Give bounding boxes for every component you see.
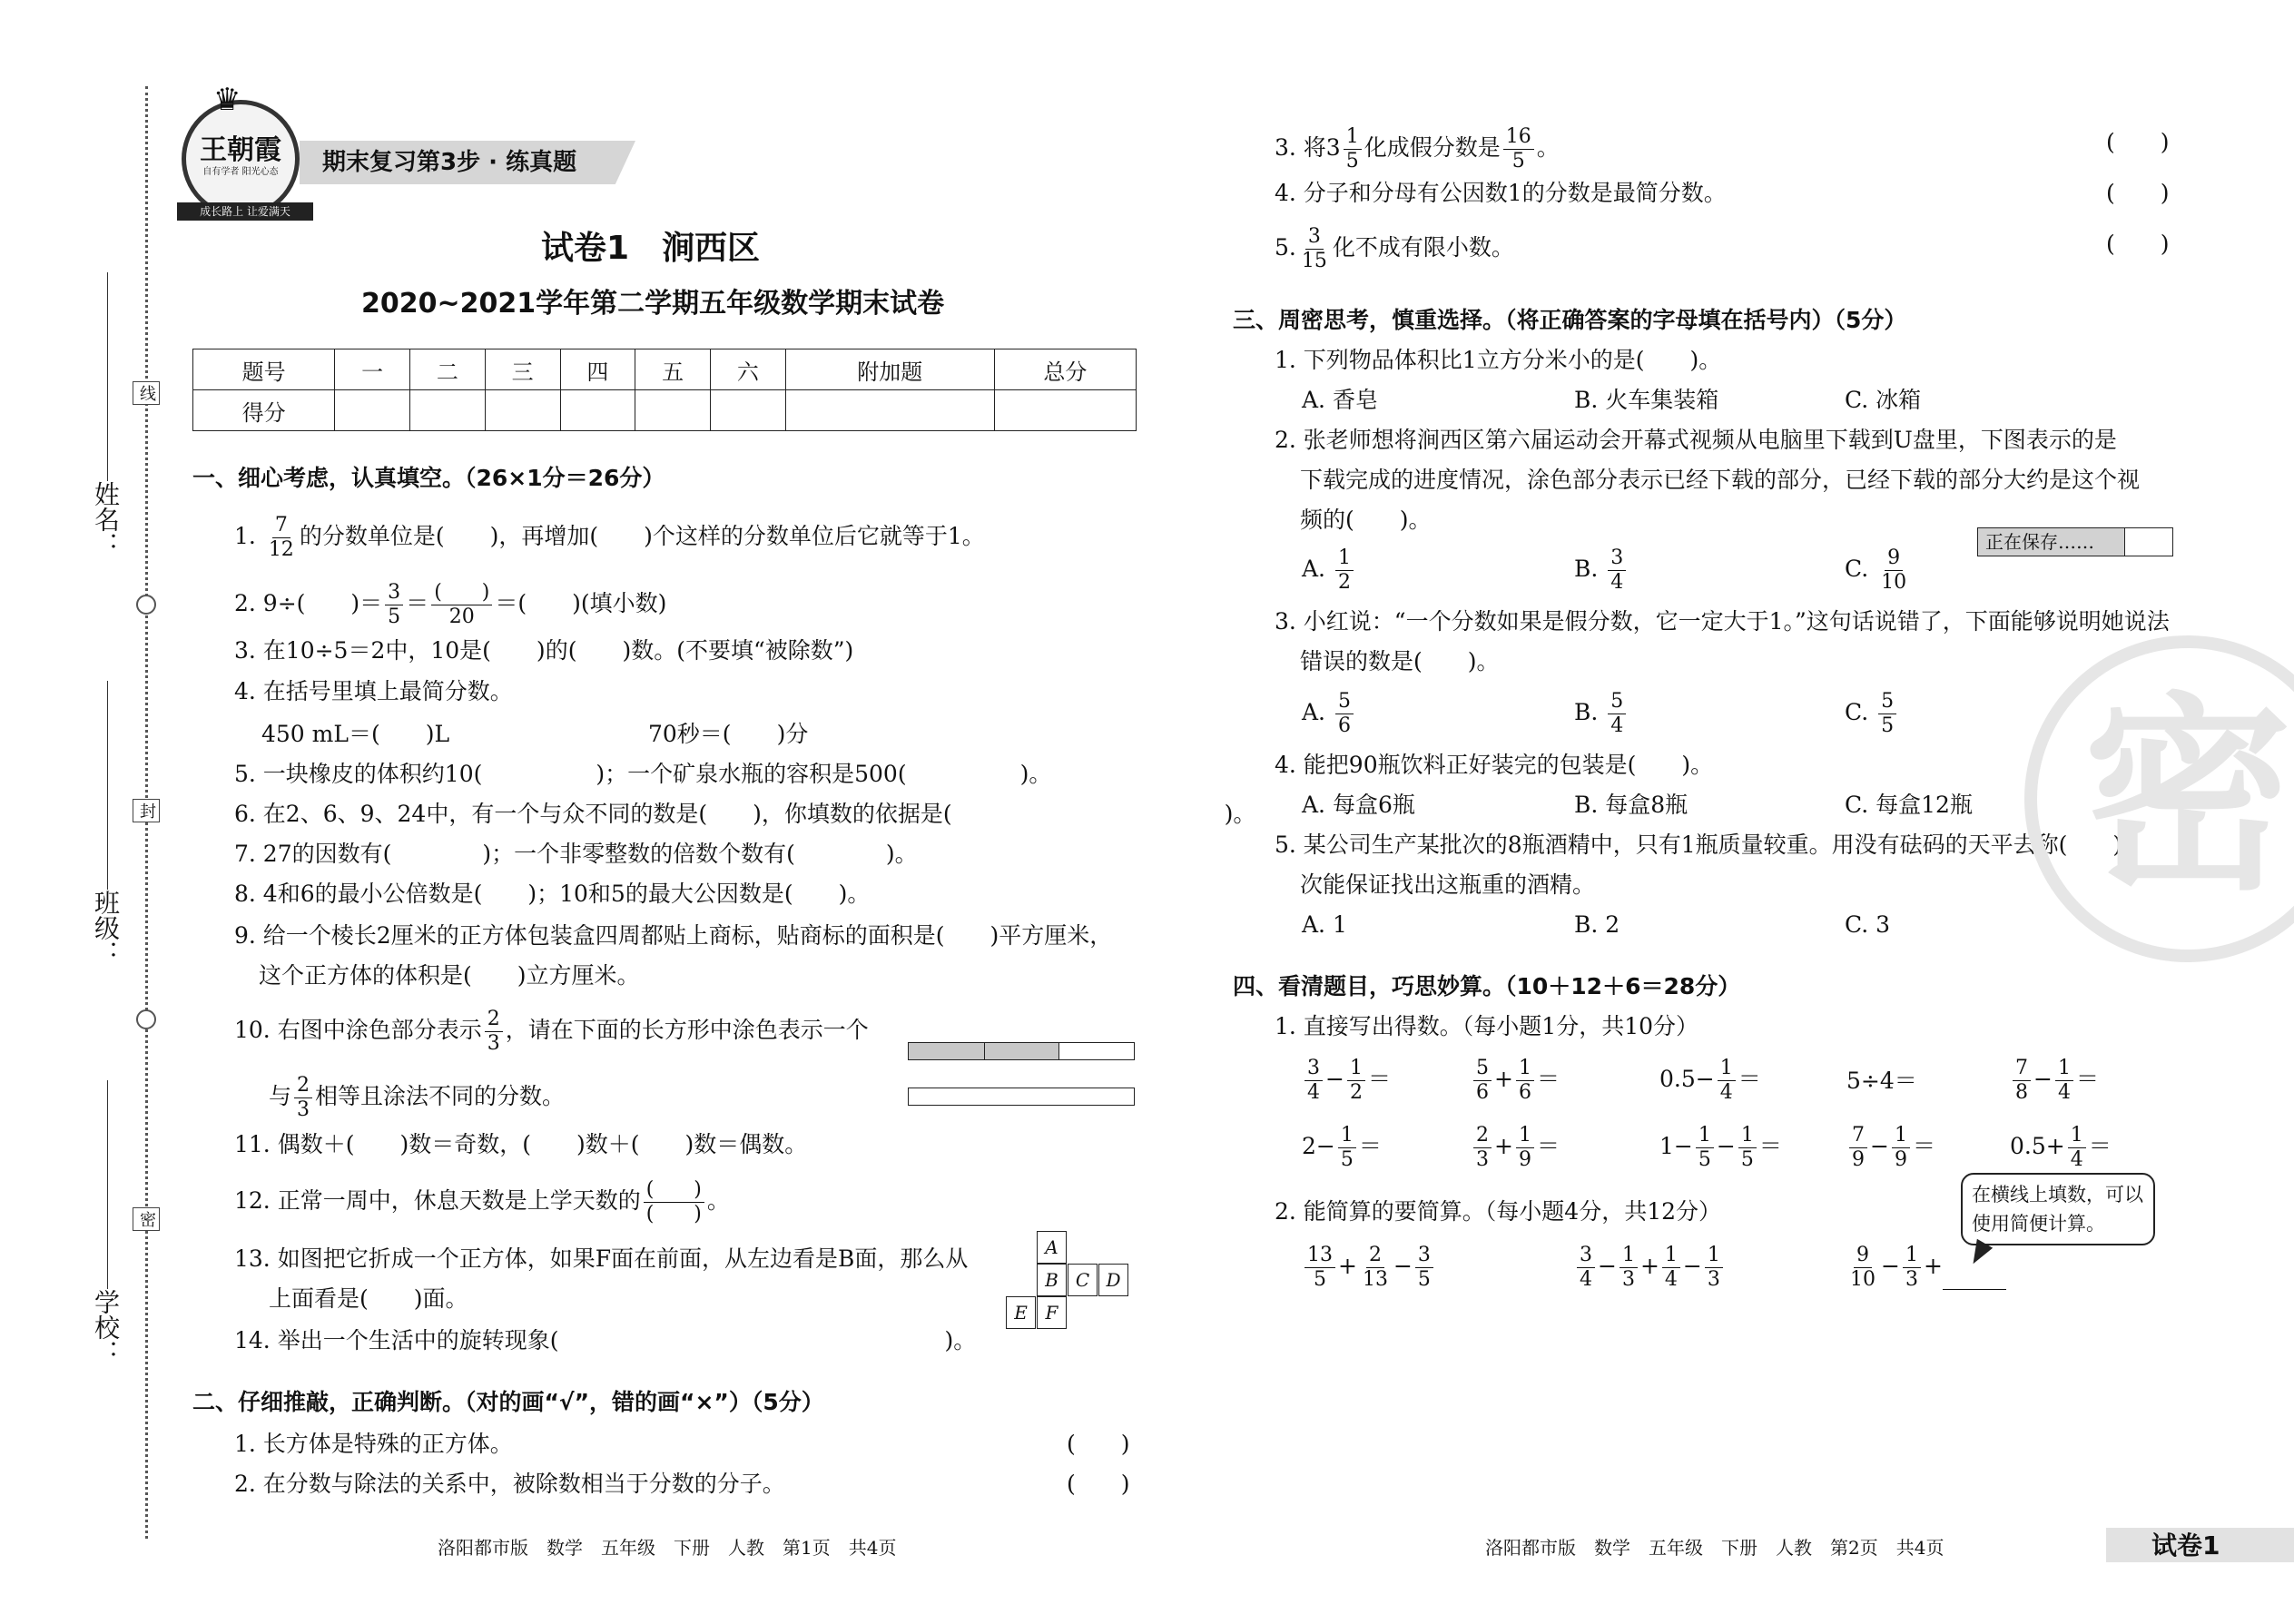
s3-q4-option-c: C. 每盒12瓶	[1845, 792, 1973, 818]
fraction: $\frac{3}{5}$	[385, 583, 403, 627]
fraction: $\frac{3}{15}$	[1301, 225, 1327, 272]
s3-q1-option-b: B. 火车集装箱	[1574, 387, 1719, 413]
s3-q2-option-b: B. $\frac{3}{4}$	[1574, 548, 1629, 593]
score-header-cell: 题号	[193, 349, 335, 390]
fraction: $\frac{5}{6}$	[1335, 692, 1354, 736]
footer-right: 洛阳都市版 数学 五年级 下册 人教 第2页 共4页	[1485, 1537, 1944, 1559]
s1-q13b: 上面看是( )面。	[269, 1285, 468, 1312]
net-face-c: C	[1068, 1264, 1098, 1296]
s1-q7: 7. 27的因数有( )；一个非零整数的倍数个数有( )。	[234, 841, 918, 867]
s3-q2c: 频的( )。	[1300, 507, 1432, 533]
s1-q12: 12. 正常一周中，休息天数是上学天数的 $\frac{( )}{( )}$ 。	[234, 1178, 730, 1225]
s1-q10-cont: 与 $\frac{2}{3}$ 相等且涂法不同的分数。	[269, 1074, 566, 1121]
simplify-item: $\frac{13}{5}$ + $\frac{2}{13}$ − $\frac{3}{5}$	[1302, 1245, 1436, 1290]
score-cell[interactable]	[994, 390, 1136, 431]
s3-q5b: 次能保证找出这瓶重的酒精。	[1300, 871, 1596, 898]
paper-subtitle: 2020~2021学年第二学期五年级数学期末试卷	[361, 288, 945, 320]
calc-item: $\frac{7}{8}$ − $\frac{1}{4}$ ＝	[2010, 1058, 2099, 1103]
s1-q11: 11. 偶数＋( )数＝奇数，( )数＋( )数＝偶数。	[234, 1131, 808, 1157]
s3-q5-option-a: A. 1	[1302, 911, 1347, 938]
logo-motto: 自有学者	[202, 167, 240, 177]
s3-q5-option-c: C. 3	[1845, 911, 1891, 938]
score-header-cell: 一	[335, 349, 410, 390]
name-field-line[interactable]	[107, 272, 108, 481]
score-header-cell: 三	[485, 349, 560, 390]
fraction: $\frac{( )}{20}$	[431, 583, 492, 627]
net-face-d: D	[1098, 1264, 1128, 1296]
fraction: $\frac{9}{10}$	[1881, 546, 1907, 594]
s1-q5: 5. 一块橡皮的体积约10( )；一个矿泉水瓶的容积是500( )。	[234, 761, 1052, 787]
binding-dot-icon	[136, 595, 156, 615]
score-cell[interactable]	[560, 390, 635, 431]
s2-q5: 5. $\frac{3}{15}$ 化不成有限小数。	[1275, 225, 1514, 272]
s2-q2: 2. 在分数与除法的关系中，被除数相当于分数的分子。	[234, 1471, 785, 1497]
s1-q4: 4. 在括号里填上最简分数。	[234, 678, 513, 704]
blank-bar-to-shade[interactable]	[908, 1088, 1135, 1106]
answer-paren[interactable]: ( )	[2106, 129, 2170, 155]
fraction: $\frac{7}{12}$	[268, 514, 294, 561]
seal-seal-char: 封	[133, 799, 160, 822]
school-field-line[interactable]	[107, 1080, 108, 1289]
score-table	[192, 349, 1137, 431]
s1-q2: 2. 9÷( )＝ $\frac{3}{5}$ ＝ $\frac{( )}{20}$ ＝( )(填小数)	[234, 581, 667, 628]
s1-q14: 14. 举出一个生活中的旋转现象( )。	[234, 1327, 977, 1353]
download-progress-label: 正在保存……	[1985, 531, 2094, 553]
s3-q5-option-b: B. 2	[1574, 911, 1620, 938]
net-face-e: E	[1006, 1296, 1036, 1329]
section-2-heading: 二、仔细推敲，正确判断。（对的画“√”，错的画“×”）（5分）	[192, 1389, 824, 1415]
score-row-label: 得分	[193, 390, 335, 431]
series-label: 期末复习第3步 · 练真题	[322, 149, 577, 176]
section-1-heading: 一、细心考虑，认真填空。（26×1分＝26分）	[192, 465, 665, 491]
seal-secret-char: 密	[133, 1207, 160, 1231]
s1-q8: 8. 4和6的最小公倍数是( )；10和5的最大公因数是( )。	[234, 881, 871, 907]
s3-q3b: 错误的数是( )。	[1300, 648, 1500, 674]
calc-item: 2− $\frac{1}{5}$ ＝	[1302, 1124, 1382, 1171]
calc-item: $\frac{3}{4}$ − $\frac{1}{2}$ ＝	[1302, 1058, 1391, 1103]
s2-q4: 4. 分子和分母有公因数1的分数是最简分数。	[1275, 180, 1727, 206]
calc-item: $\frac{2}{3}$ + $\frac{1}{9}$ ＝	[1471, 1126, 1560, 1170]
s3-q1: 1. 下列物品体积比1立方分米小的是( )。	[1275, 347, 1722, 373]
s1-q9a: 9. 给一个棱长2厘米的正方体包装盒四周都贴上商标，贴商标的面积是( )平方厘米，	[234, 922, 1113, 949]
download-progress-bar	[1977, 527, 2173, 556]
s3-q1-option-c: C. 冰箱	[1845, 387, 1922, 413]
answer-paren[interactable]: ( )	[2106, 180, 2170, 206]
fraction: $\frac{1}{5}$	[1344, 127, 1362, 172]
s1-q9b: 这个正方体的体积是( )立方厘米。	[259, 962, 640, 989]
fraction: $\frac{5}{5}$	[1878, 692, 1896, 736]
s3-q3a: 3. 小红说：“一个分数如果是假分数，它一定大于1。”这句话说错了，下面能够说明她说法	[1275, 608, 2170, 635]
school-label: 学校：	[91, 1289, 121, 1365]
s4-q2: 2. 能简算的要简算。（每小题4分，共12分）	[1275, 1198, 1722, 1225]
calc-item: 0.5− $\frac{1}{4}$ ＝	[1659, 1057, 1761, 1104]
score-header-cell: 四	[560, 349, 635, 390]
score-cell[interactable]	[785, 390, 994, 431]
brand-logo	[182, 82, 300, 218]
secret-watermark-seal	[2024, 635, 2294, 962]
s1-q6: 6. 在2、6、9、24中，有一个与众不同的数是( )，你填数的依据是( )。	[234, 801, 1256, 827]
s3-q2-option-a: A. $\frac{1}{2}$	[1302, 548, 1356, 593]
s3-q4-option-a: A. 每盒6瓶	[1302, 792, 1415, 818]
footer-left: 洛阳都市版 数学 五年级 下册 人教 第1页 共4页	[438, 1537, 897, 1559]
calc-item: 5÷4＝	[1846, 1068, 1917, 1094]
answer-paren[interactable]: ( )	[1067, 1471, 1130, 1497]
s3-q1-option-a: A. 香皂	[1302, 387, 1378, 413]
score-header-cell: 六	[711, 349, 786, 390]
section-3-heading: 三、周密思考，慎重选择。（将正确答案的字母填在括号内）（5分）	[1233, 307, 1907, 333]
calc-item: 1− $\frac{1}{5}$ − $\frac{1}{5}$ ＝	[1659, 1124, 1782, 1171]
score-cell[interactable]	[335, 390, 410, 431]
fraction: $\frac{2}{3}$	[485, 1009, 503, 1054]
score-header-cell: 二	[410, 349, 486, 390]
class-field-line[interactable]	[107, 681, 108, 890]
answer-paren[interactable]: ( )	[2106, 231, 2170, 257]
seal-line-char: 线	[133, 381, 160, 405]
net-face-a: A	[1037, 1231, 1067, 1264]
net-face-b: B	[1037, 1264, 1067, 1296]
s1-q3: 3. 在10÷5＝2中，10是( )的( )数。(不要填“被除数”)	[234, 637, 854, 664]
fraction: $\frac{1}{2}$	[1335, 548, 1354, 593]
logo-crown-icon: ♛	[213, 82, 241, 118]
s3-q2a: 2. 张老师想将涧西区第六届运动会开幕式视频从电脑里下载到U盘里，下图表示的是	[1275, 427, 2117, 453]
calc-item: 0.5+ $\frac{1}{4}$ ＝	[2010, 1124, 2112, 1171]
watermark-char: 密	[2082, 676, 2292, 919]
s3-q2b: 下载完成的进度情况，涂色部分表示已经下载的部分，已经下载的部分大约是这个视	[1300, 467, 2141, 493]
score-cell[interactable]	[410, 390, 486, 431]
hint-bubble: 在横线上填数，可以使用简便计算。	[1961, 1173, 2155, 1245]
s3-q3-option-b: B. $\frac{5}{4}$	[1574, 692, 1629, 736]
s3-q3-option-c: C. $\frac{5}{5}$	[1845, 692, 1899, 736]
s1-q1: 1. $\frac{7}{12}$ 的分数单位是( )，再增加( )个这样的分数单位后它就等于1。	[234, 514, 985, 561]
fraction: $\frac{16}{5}$	[1503, 127, 1534, 172]
logo-ribbon: 成长路上 让爱满天	[177, 202, 313, 221]
calc-item: $\frac{7}{9}$ − $\frac{1}{9}$ ＝	[1846, 1126, 1935, 1170]
section-4-heading: 四、看清题目，巧思妙算。（10＋12＋6＝28分）	[1233, 973, 1741, 999]
binding-dot-icon	[136, 1009, 156, 1029]
s3-q2-option-c: C. $\frac{9}{10}$	[1845, 548, 1912, 593]
s1-q4a: 450 mL＝( )L	[261, 721, 450, 747]
simplify-item: $\frac{3}{4}$ − $\frac{1}{3}$ + $\frac{1}{4}$ − $\frac{1}{3}$	[1574, 1245, 1726, 1290]
answer-paren[interactable]: ( )	[1067, 1431, 1130, 1457]
s3-q4: 4. 能把90瓶饮料正好装完的包装是( )。	[1275, 752, 1714, 778]
net-face-f: F	[1037, 1296, 1067, 1329]
calc-item: $\frac{5}{6}$ + $\frac{1}{6}$ ＝	[1471, 1058, 1560, 1103]
name-label: 姓名：	[91, 481, 121, 557]
score-header-cell: 附加题	[785, 349, 994, 390]
score-header-cell: 五	[635, 349, 711, 390]
s1-q4b: 70秒＝( )分	[648, 721, 809, 747]
score-header-cell: 总分	[994, 349, 1136, 390]
s2-q1: 1. 长方体是特殊的正方体。	[234, 1431, 513, 1457]
score-cell[interactable]	[485, 390, 560, 431]
shaded-bar-example	[908, 1042, 1135, 1060]
fraction: $\frac{5}{4}$	[1608, 692, 1626, 736]
score-cell[interactable]	[711, 390, 786, 431]
s4-q1: 1. 直接写出得数。（每小题1分，共10分）	[1275, 1013, 1699, 1039]
logo-motto: 阳光心态	[241, 167, 279, 177]
simplify-item: $\frac{9}{10}$ − $\frac{1}{3}$ +	[1845, 1245, 2006, 1290]
fraction: $\frac{3}{4}$	[1608, 548, 1626, 593]
s3-q3-option-a: A. $\frac{5}{6}$	[1302, 692, 1356, 736]
paper-title: 试卷1 涧西区	[541, 230, 761, 267]
s1-q13a: 13. 如图把它折成一个正方体，如果F面在前面，从左边看是B面，那么从	[234, 1245, 969, 1272]
fraction: $\frac{2}{3}$	[294, 1076, 312, 1120]
logo-name: 王朝霞	[200, 134, 281, 166]
fill-blank-line[interactable]	[1943, 1265, 2006, 1290]
class-label: 班级：	[91, 890, 121, 966]
fraction: $\frac{( )}{( )}$	[644, 1180, 704, 1225]
s1-q10: 10. 右图中涂色部分表示 $\frac{2}{3}$ ，请在下面的长方形中涂色表示一个	[234, 1008, 869, 1055]
score-cell[interactable]	[635, 390, 711, 431]
s3-q5a: 5. 某公司生产某批次的8瓶酒精中，只有1瓶质量较重。用没有砝码的天平去称( )	[1275, 832, 2122, 858]
s2-q3: 3. 将3 $\frac{1}{5}$ 化成假分数是 $\frac{16}{5}$ 。	[1275, 125, 1560, 172]
footer-tag: 试卷1	[2151, 1530, 2220, 1560]
s3-q4-option-b: B. 每盒8瓶	[1574, 792, 1689, 818]
